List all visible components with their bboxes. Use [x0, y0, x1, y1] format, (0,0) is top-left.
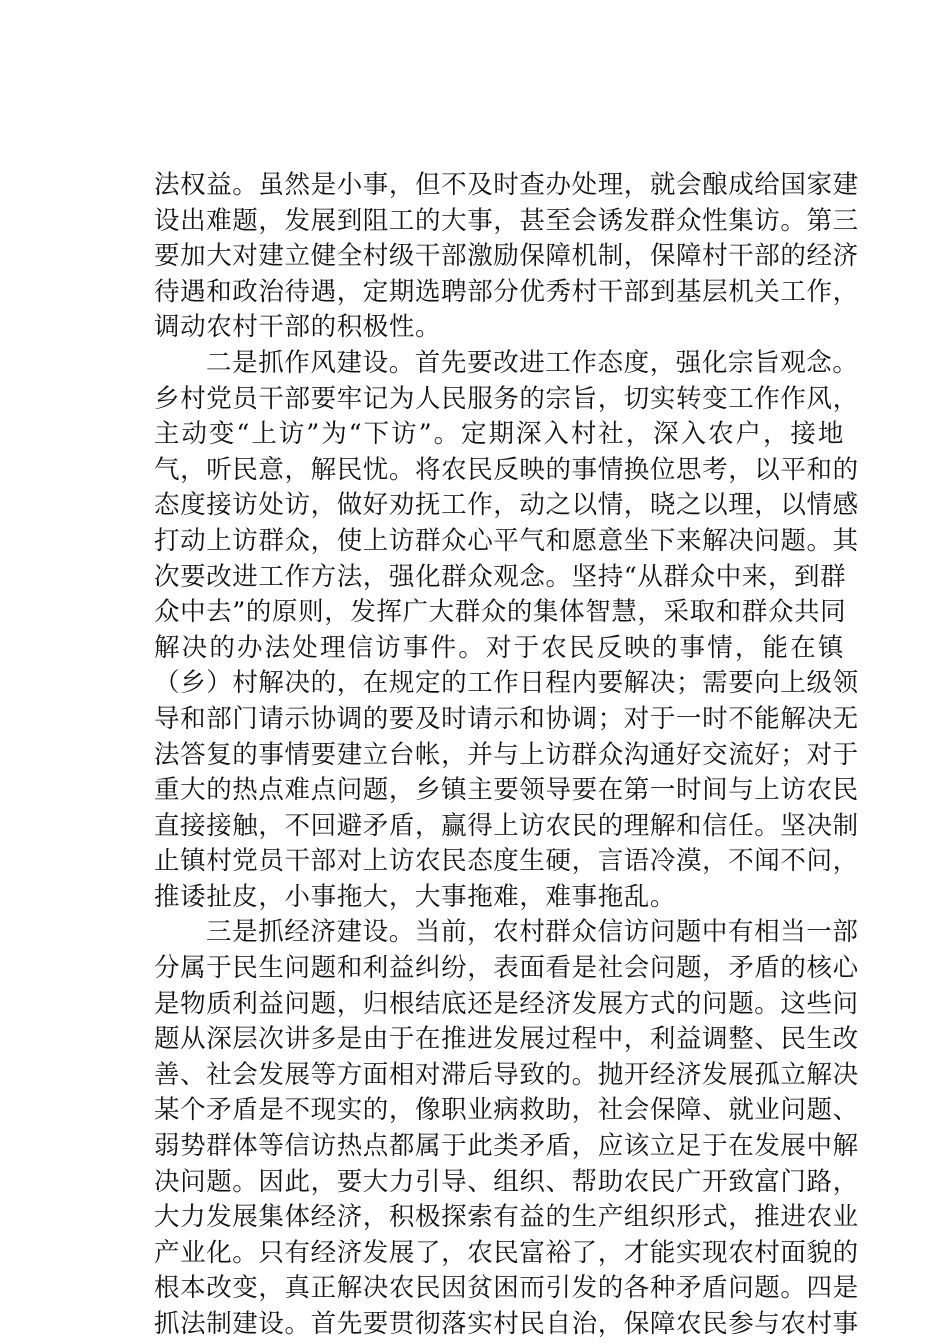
text-line: 三是抓经济建设。当前，农村群众信访问题中有相当一部	[206, 917, 859, 948]
text-line: 解决的办法处理信访事件。对于农民反映的事情，能在镇	[154, 632, 844, 663]
text-line: 大力发展集体经济，积极探索有益的生产组织形式，推进农业	[154, 1202, 859, 1233]
text-line: 是物质利益问题，归根结底还是经济发展方式的问题。这些问	[154, 988, 859, 1019]
text-line: 弱势群体等信访热点都属于此类矛盾，应该立足于在发展中解	[154, 1131, 859, 1162]
text-line: 气，听民意，解民忧。将农民反映的事情换位思考，以平和的	[154, 454, 859, 485]
text-line: 要加大对建立健全村级干部激励保障机制，保障村干部的经济	[154, 241, 859, 272]
text-line: 调动农村干部的积极性。	[154, 312, 442, 343]
text-line: 法答复的事情要建立台帐，并与上访群众沟通好交流好；对于	[154, 739, 859, 770]
text-line: 态度接访处访，做好劝抚工作，动之以情，晓之以理，以情感	[154, 490, 859, 521]
text-line: 抓法制建设。首先要贯彻落实村民自治，保障农民参与农村事	[154, 1309, 859, 1339]
text-line: 乡村党员干部要牢记为人民服务的宗旨，切实转变工作作风，	[154, 383, 859, 414]
text-line: 推诿扯皮，小事拖大，大事拖难，难事拖乱。	[154, 881, 677, 912]
text-line: 法权益。虽然是小事，但不及时查办处理，就会酿成给国家建	[154, 170, 859, 200]
text-line: 止镇村党员干部对上访农民态度生硬，言语冷漠，不闻不问，	[154, 846, 859, 877]
text-line: 决问题。因此，要大力引导、组织、帮助农民广开致富门路，	[154, 1166, 859, 1197]
document-body-text	[154, 168, 859, 1343]
text-line: 待遇和政治待遇，定期选聘部分优秀村干部到基层机关工作，	[154, 276, 859, 307]
text-line: 设出难题，发展到阻工的大事，甚至会诱发群众性集访。第三	[154, 205, 859, 236]
text-line: 分属于民生问题和利益纠纷，表面看是社会问题，矛盾的核心	[154, 953, 859, 984]
text-line: 主动变“上访”为“下访”。定期深入村社，深入农户，接地	[154, 419, 844, 450]
text-line: 善、社会发展等方面相对滞后导致的。抛开经济发展孤立解决	[154, 1059, 859, 1090]
text-line: 重大的热点难点问题，乡镇主要领导要在第一时间与上访农民	[154, 775, 859, 806]
text-line: 次要改进工作方法，强化群众观念。坚持“从群众中来，到群	[154, 561, 847, 592]
text-line: 根本改变，真正解决农民因贫困而引发的各种矛盾问题。四是	[154, 1273, 859, 1304]
text-line: 题从深层次讲多是由于在推进发展过程中，利益调整、民生改	[154, 1024, 859, 1055]
text-line: 打动上访群众，使上访群众心平气和愿意坐下来解决问题。其	[154, 525, 859, 556]
text-line: 直接接触，不回避矛盾，赢得上访农民的理解和信任。坚决制	[154, 810, 859, 841]
text-line: （乡）村解决的，在规定的工作日程内要解决；需要向上级领	[154, 668, 859, 699]
text-line: 二是抓作风建设。首先要改进工作态度，强化宗旨观念。	[206, 347, 859, 378]
text-line: 众中去”的原则，发挥广大群众的集体智慧，采取和群众共同	[154, 597, 847, 628]
text-line: 产业化。只有经济发展了，农民富裕了，才能实现农村面貌的	[154, 1237, 859, 1268]
text-line: 某个矛盾是不现实的，像职业病救助，社会保障、就业问题、	[154, 1095, 859, 1126]
text-line: 导和部门请示协调的要及时请示和协调；对于一时不能解决无	[154, 703, 859, 734]
